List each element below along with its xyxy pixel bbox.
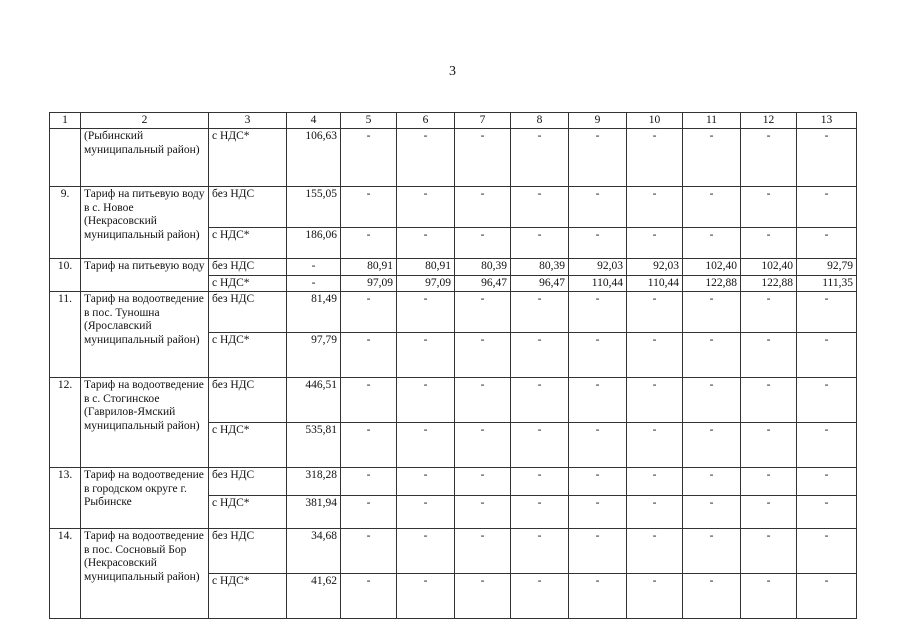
value-cell: -	[569, 378, 627, 423]
vat-cell: без НДС	[209, 187, 287, 228]
description-cell: Тариф на водоотведение в пос. Сосновый Бор (Некрасовский муниципальный район)	[81, 529, 209, 619]
row-number-cell: 12.	[50, 378, 81, 468]
column-header: 4	[287, 113, 341, 129]
value-cell: -	[397, 423, 455, 468]
value-cell: 446,51	[287, 378, 341, 423]
value-cell: -	[683, 496, 741, 529]
value-cell: 80,91	[397, 259, 455, 276]
value-cell: -	[397, 129, 455, 187]
value-cell: -	[455, 529, 511, 574]
value-cell: 102,40	[683, 259, 741, 276]
vat-cell: без НДС	[209, 292, 287, 333]
value-cell: 96,47	[511, 275, 569, 292]
value-cell: -	[627, 187, 683, 228]
vat-cell: с НДС*	[209, 574, 287, 619]
value-cell: 110,44	[627, 275, 683, 292]
value-cell: -	[741, 129, 797, 187]
value-cell: -	[683, 292, 741, 333]
value-cell: -	[797, 292, 857, 333]
value-cell: -	[683, 529, 741, 574]
column-header: 8	[511, 113, 569, 129]
value-cell: -	[797, 129, 857, 187]
value-cell: -	[397, 333, 455, 378]
table-row	[50, 187, 857, 228]
table-row	[50, 529, 857, 574]
value-cell: 96,47	[455, 275, 511, 292]
vat-cell: с НДС*	[209, 333, 287, 378]
value-cell: -	[341, 468, 397, 496]
value-cell: -	[741, 333, 797, 378]
value-cell: 122,88	[741, 275, 797, 292]
value-cell: -	[797, 423, 857, 468]
value-cell: 80,39	[455, 259, 511, 276]
value-cell: -	[627, 378, 683, 423]
row-number-cell: 14.	[50, 529, 81, 619]
column-header: 13	[797, 113, 857, 129]
value-cell: -	[341, 529, 397, 574]
value-cell: -	[511, 292, 569, 333]
row-number-cell: 11.	[50, 292, 81, 378]
value-cell: -	[397, 574, 455, 619]
value-cell: -	[683, 129, 741, 187]
value-cell: -	[511, 228, 569, 259]
value-cell: -	[683, 378, 741, 423]
value-cell: -	[397, 468, 455, 496]
value-cell: -	[683, 423, 741, 468]
column-header: 2	[81, 113, 209, 129]
value-cell: -	[797, 187, 857, 228]
value-cell: 97,09	[397, 275, 455, 292]
value-cell: -	[397, 496, 455, 529]
value-cell: -	[511, 496, 569, 529]
vat-cell: с НДС*	[209, 275, 287, 292]
value-cell: -	[627, 129, 683, 187]
value-cell: -	[455, 129, 511, 187]
value-cell: -	[797, 529, 857, 574]
value-cell: -	[341, 496, 397, 529]
value-cell: -	[741, 423, 797, 468]
value-cell: -	[569, 187, 627, 228]
description-cell: Тариф на водоотведение в с. Стогинское (Гаврилов-Ямский муниципальный район)	[81, 378, 209, 468]
table-row	[50, 468, 857, 496]
table-row	[50, 259, 857, 276]
value-cell: -	[627, 529, 683, 574]
value-cell: -	[511, 468, 569, 496]
value-cell: -	[455, 292, 511, 333]
row-number-cell: 9.	[50, 187, 81, 259]
value-cell: -	[455, 333, 511, 378]
vat-cell: без НДС	[209, 378, 287, 423]
value-cell: 92,03	[569, 259, 627, 276]
column-header: 3	[209, 113, 287, 129]
value-cell: -	[397, 292, 455, 333]
value-cell: 102,40	[741, 259, 797, 276]
column-header: 5	[341, 113, 397, 129]
value-cell: -	[341, 333, 397, 378]
row-number-cell: 13.	[50, 468, 81, 529]
value-cell: -	[569, 292, 627, 333]
value-cell: -	[341, 378, 397, 423]
value-cell: 41,62	[287, 574, 341, 619]
value-cell: 81,49	[287, 292, 341, 333]
value-cell: -	[455, 228, 511, 259]
value-cell: -	[511, 378, 569, 423]
value-cell: 80,39	[511, 259, 569, 276]
value-cell: -	[569, 228, 627, 259]
value-cell: 186,06	[287, 228, 341, 259]
value-cell: -	[397, 378, 455, 423]
value-cell: 155,05	[287, 187, 341, 228]
description-cell: Тариф на водоотведение в городском округе г. Рыбинске	[81, 468, 209, 529]
value-cell: 106,63	[287, 129, 341, 187]
value-cell: -	[397, 228, 455, 259]
vat-cell: с НДС*	[209, 496, 287, 529]
value-cell: -	[455, 496, 511, 529]
value-cell: -	[455, 378, 511, 423]
value-cell: -	[569, 574, 627, 619]
value-cell: -	[741, 228, 797, 259]
vat-cell: с НДС*	[209, 129, 287, 187]
value-cell: -	[569, 496, 627, 529]
column-header: 10	[627, 113, 683, 129]
vat-cell: без НДС	[209, 468, 287, 496]
table-row	[50, 378, 857, 423]
tariff-table	[49, 112, 857, 619]
value-cell: -	[741, 496, 797, 529]
value-cell: -	[569, 423, 627, 468]
value-cell: -	[627, 333, 683, 378]
value-cell: -	[741, 378, 797, 423]
value-cell: -	[797, 333, 857, 378]
value-cell: -	[287, 275, 341, 292]
value-cell: -	[341, 292, 397, 333]
column-number-row	[50, 113, 857, 129]
description-cell: Тариф на водоотведение в пос. Туношна (Ярославский муниципальный район)	[81, 292, 209, 378]
value-cell: -	[797, 574, 857, 619]
value-cell: -	[797, 378, 857, 423]
value-cell: -	[511, 129, 569, 187]
value-cell: -	[741, 468, 797, 496]
value-cell: -	[797, 496, 857, 529]
value-cell: -	[683, 228, 741, 259]
value-cell: -	[341, 187, 397, 228]
value-cell: -	[341, 574, 397, 619]
vat-cell: с НДС*	[209, 423, 287, 468]
value-cell: 80,91	[341, 259, 397, 276]
row-number-cell	[50, 129, 81, 187]
value-cell: -	[397, 529, 455, 574]
value-cell: -	[683, 574, 741, 619]
value-cell: -	[511, 423, 569, 468]
page-number: 3	[449, 64, 456, 79]
column-header: 6	[397, 113, 455, 129]
value-cell: -	[511, 333, 569, 378]
value-cell: -	[397, 187, 455, 228]
value-cell: -	[569, 129, 627, 187]
value-cell: -	[627, 423, 683, 468]
value-cell: -	[741, 574, 797, 619]
value-cell: -	[683, 187, 741, 228]
value-cell: 110,44	[569, 275, 627, 292]
table-row	[50, 292, 857, 333]
value-cell: 92,03	[627, 259, 683, 276]
value-cell: -	[741, 529, 797, 574]
value-cell: 34,68	[287, 529, 341, 574]
description-cell: Тариф на питьевую воду в с. Новое (Некрасовский муниципальный район)	[81, 187, 209, 259]
vat-cell: без НДС	[209, 259, 287, 276]
column-header: 11	[683, 113, 741, 129]
description-cell: Тариф на питьевую воду	[81, 259, 209, 292]
value-cell: -	[797, 228, 857, 259]
row-number-cell: 10.	[50, 259, 81, 292]
value-cell: -	[741, 187, 797, 228]
value-cell: -	[683, 333, 741, 378]
value-cell: 111,35	[797, 275, 857, 292]
value-cell: -	[627, 468, 683, 496]
value-cell: -	[569, 468, 627, 496]
value-cell: -	[455, 423, 511, 468]
value-cell: -	[741, 292, 797, 333]
column-header: 9	[569, 113, 627, 129]
value-cell: -	[797, 468, 857, 496]
value-cell: -	[569, 529, 627, 574]
value-cell: -	[287, 259, 341, 276]
value-cell: -	[455, 468, 511, 496]
value-cell: 122,88	[683, 275, 741, 292]
value-cell: -	[627, 292, 683, 333]
column-header: 12	[741, 113, 797, 129]
vat-cell: без НДС	[209, 529, 287, 574]
value-cell: -	[341, 228, 397, 259]
value-cell: 97,79	[287, 333, 341, 378]
value-cell: -	[627, 496, 683, 529]
value-cell: 92,79	[797, 259, 857, 276]
value-cell: -	[511, 529, 569, 574]
description-cell: (Рыбинский муниципальный район)	[81, 129, 209, 187]
value-cell: -	[511, 574, 569, 619]
value-cell: -	[341, 423, 397, 468]
value-cell: 381,94	[287, 496, 341, 529]
value-cell: 97,09	[341, 275, 397, 292]
value-cell: -	[511, 187, 569, 228]
vat-cell: с НДС*	[209, 228, 287, 259]
value-cell: -	[455, 574, 511, 619]
value-cell: -	[455, 187, 511, 228]
column-header: 7	[455, 113, 511, 129]
column-header: 1	[50, 113, 81, 129]
value-cell: 318,28	[287, 468, 341, 496]
value-cell: -	[627, 574, 683, 619]
value-cell: 535,81	[287, 423, 341, 468]
value-cell: -	[341, 129, 397, 187]
value-cell: -	[683, 468, 741, 496]
value-cell: -	[627, 228, 683, 259]
table-row	[50, 129, 857, 187]
value-cell: -	[569, 333, 627, 378]
